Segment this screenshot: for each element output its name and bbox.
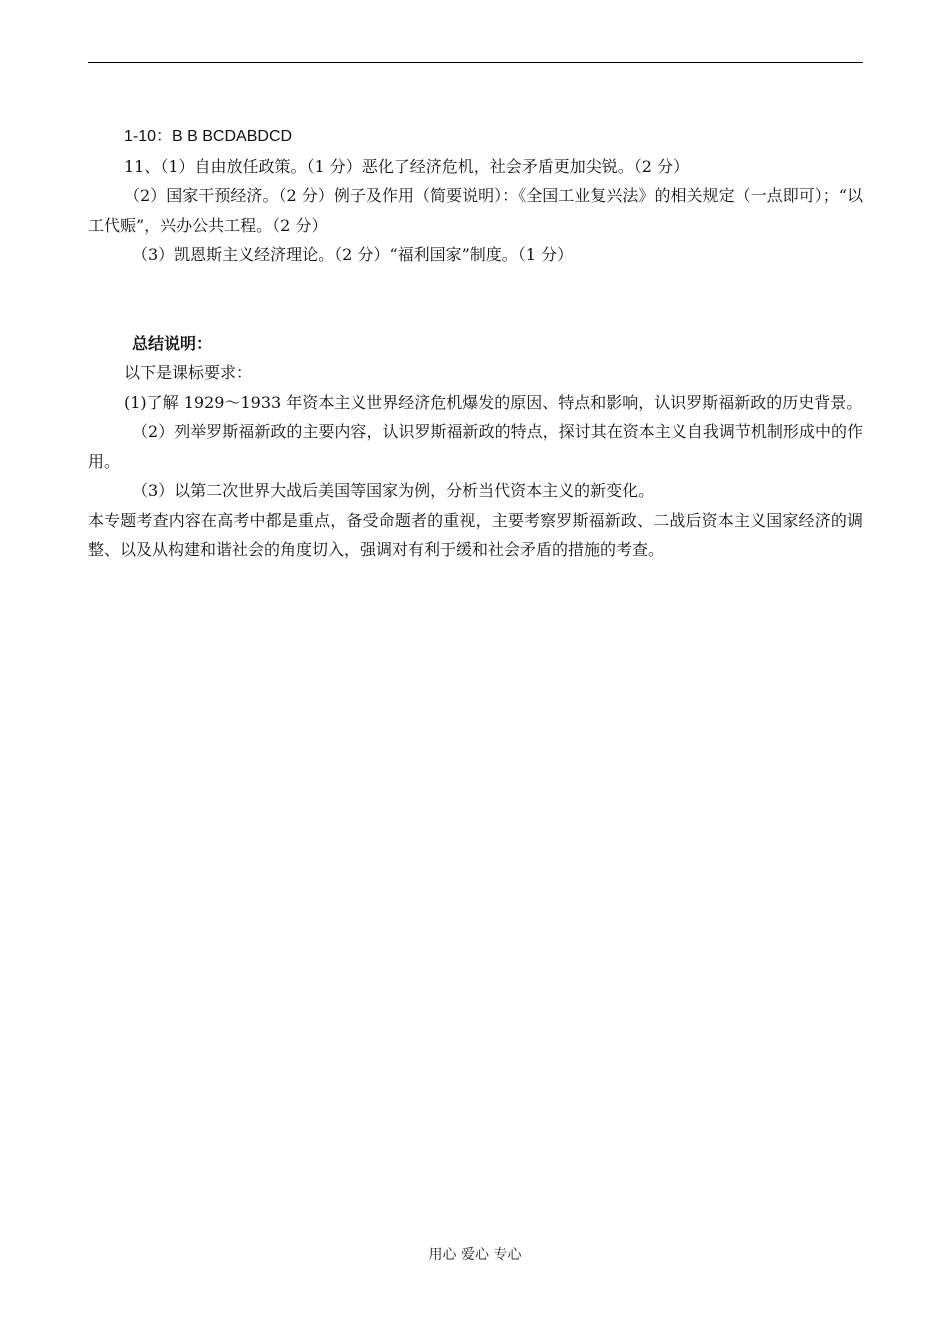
requirement-1: (1)了解 1929～1933 年资本主义世界经济危机爆发的原因、特点和影响，认识罗斯福新政的历史背景。: [124, 392, 863, 412]
summary-intro: 以下是课标要求：: [124, 363, 253, 382]
page-footer: 用心 爱心 专心: [428, 1247, 522, 1263]
answer-line-1-10: 1-10：B B BCDABDCD: [124, 128, 293, 145]
requirement-3: （3）以第二次世界大战后美国等国家为例，分析当代资本主义的新变化。: [132, 481, 655, 500]
summary-heading: 总结说明：: [132, 333, 213, 353]
answer-q11-part3: （3）凯恩斯主义经济理论。（2 分）“福利国家”制度。（1 分）: [132, 245, 574, 264]
header-rule: [88, 62, 863, 63]
answer-q11-part2: （2）国家干预经济。（2 分）例子及作用（简要说明）：《全国工业复兴法》的相关规定（一点即可）；“以工代赈”，兴办公共工程。（2 分）: [88, 186, 863, 235]
answer-q11-part1: 11、（1）自由放任政策。（1 分）恶化了经济危机，社会矛盾更加尖锐。（2 分）: [124, 156, 690, 176]
requirement-2: （2）列举罗斯福新政的主要内容，认识罗斯福新政的特点，探讨其在资本主义自我调节机制形成中的作用。: [88, 422, 863, 471]
document-body: [88, 122, 863, 565]
section-spacer: [88, 270, 863, 329]
summary-note: 本专题考查内容在高考中都是重点，备受命题者的重视，主要考察罗斯福新政、二战后资本主义国家经济的调整、以及从构建和谐社会的角度切入，强调对有利于缓和社会矛盾的措施的考查。: [88, 510, 863, 559]
